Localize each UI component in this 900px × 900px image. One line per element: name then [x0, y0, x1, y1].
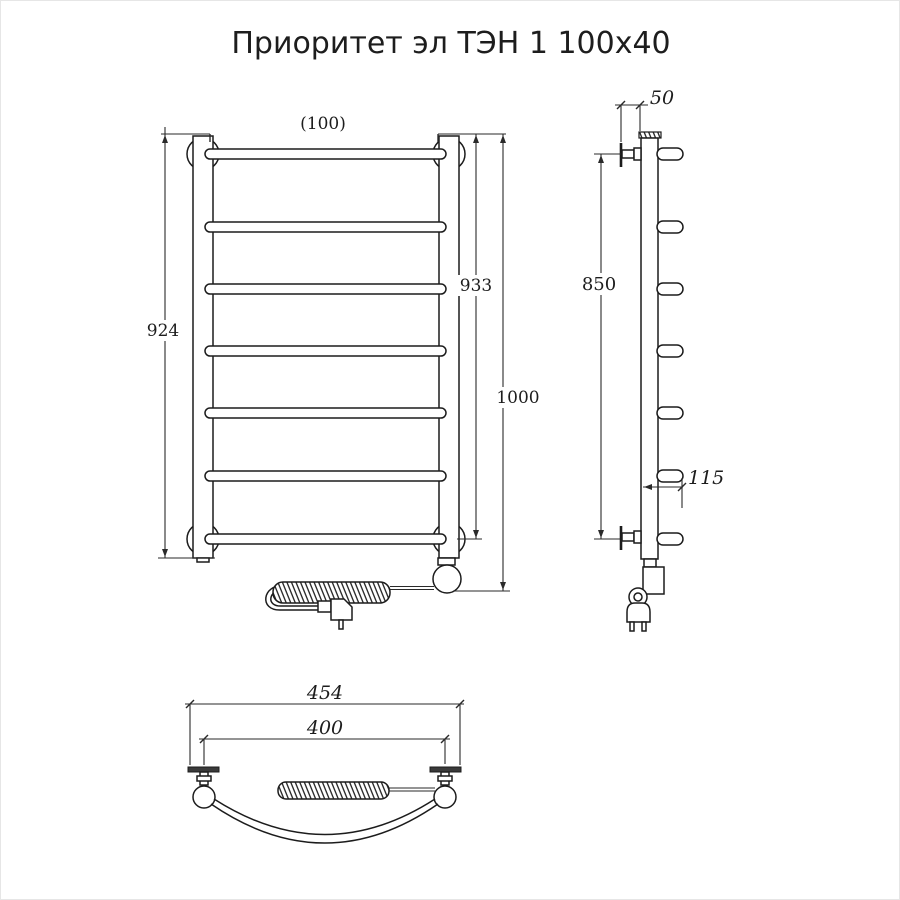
- bracket-collar: [438, 776, 452, 781]
- side-bracket-top: [621, 143, 641, 167]
- dim-label-115: 115: [688, 467, 725, 489]
- plug-pin: [642, 622, 646, 631]
- rung-stub: [657, 533, 683, 545]
- front-view: [146, 114, 542, 629]
- page-title: Приоритет эл ТЭН 1 100х40: [231, 26, 671, 61]
- plug-body: [627, 603, 650, 622]
- plug-pin: [630, 622, 634, 631]
- rung: [205, 534, 446, 544]
- heater-ball: [433, 565, 461, 593]
- side-bracket-bottom: [621, 526, 641, 550]
- heater-neck: [644, 559, 656, 567]
- rung-stub: [657, 470, 683, 482]
- plug-neck: [318, 601, 331, 612]
- cord-loop: [634, 593, 642, 601]
- technical-drawing: [1, 1, 899, 899]
- dim-label-50: 50: [649, 87, 675, 109]
- rung-stub: [657, 283, 683, 295]
- heater-neck: [438, 558, 455, 565]
- rung-stub: [657, 407, 683, 419]
- rung: [205, 408, 446, 418]
- plug-pin: [339, 620, 343, 629]
- heater-body: [643, 567, 664, 594]
- rungs: [205, 149, 446, 544]
- left-post-foot: [197, 558, 209, 562]
- dim-label-100: (100): [300, 114, 346, 134]
- power-cord: [266, 582, 434, 629]
- side-post: [641, 138, 658, 559]
- rung-stub: [657, 148, 683, 160]
- post-cap: [639, 132, 661, 138]
- side-view: [579, 87, 724, 631]
- rung: [205, 222, 446, 232]
- dim-850: [579, 154, 621, 539]
- side-rungs: [657, 148, 683, 545]
- dim-label-924: 924: [146, 321, 180, 341]
- rung: [205, 284, 446, 294]
- cable-coil: [278, 782, 389, 799]
- curved-rung-inner: [214, 799, 435, 835]
- dim-label-400: 400: [306, 717, 344, 739]
- bottom-view: [185, 682, 464, 843]
- dim-label-454: 454: [306, 682, 344, 704]
- rung: [205, 471, 446, 481]
- rung: [205, 149, 446, 159]
- rung: [205, 346, 446, 356]
- dim-label-1000: 1000: [496, 388, 540, 408]
- dim-label-850: 850: [581, 274, 617, 295]
- bracket-collar: [197, 776, 211, 781]
- curved-rung-outer: [211, 804, 438, 843]
- side-heater: [627, 559, 664, 631]
- rung-stub: [657, 345, 683, 357]
- dim-label-933: 933: [459, 276, 493, 296]
- dim-400: [199, 717, 450, 765]
- rung-stub: [657, 221, 683, 233]
